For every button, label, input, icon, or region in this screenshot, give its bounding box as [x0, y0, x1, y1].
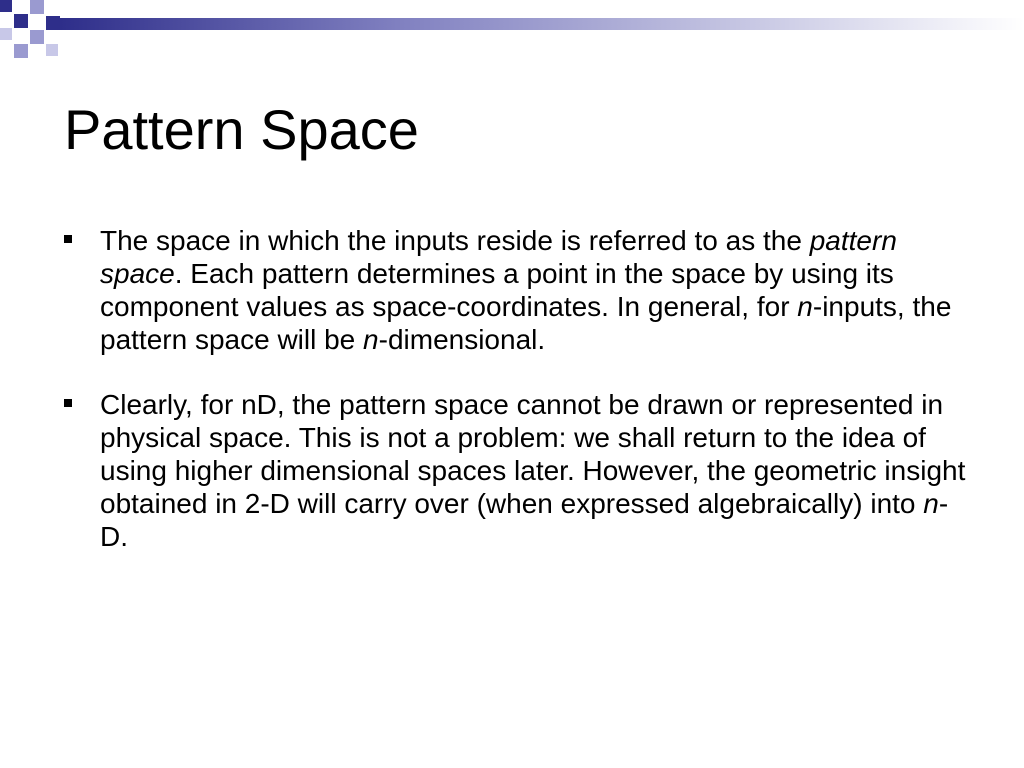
bullet-item	[64, 388, 974, 553]
bullet-item	[64, 224, 974, 356]
bullet-text-run: -D.	[100, 488, 949, 552]
deco-square	[30, 30, 44, 44]
deco-square	[14, 14, 28, 28]
deco-square	[14, 44, 28, 58]
deco-square	[46, 16, 60, 30]
bullet-square-icon	[64, 399, 72, 407]
bullet-text-italic: pattern space	[100, 225, 897, 289]
bullet-text-run: . Each pattern determines a point in the space by using its component values as space-coordinates. In general, for	[100, 258, 894, 322]
deco-square	[0, 0, 12, 12]
bullet-text	[100, 225, 951, 355]
slide-title: Pattern Space	[64, 98, 419, 161]
bullet-text-italic: n	[923, 488, 939, 519]
bullet-text-run: -dimensional.	[378, 324, 546, 355]
bullet-text-run: -inputs, the pattern space will be	[100, 291, 952, 355]
bullet-square-icon	[64, 235, 72, 243]
bullet-text-italic: n	[363, 324, 379, 355]
header-gradient-bar	[60, 18, 1024, 30]
deco-square	[46, 44, 58, 56]
bullet-text-run: The space in which the inputs reside is referred to as the	[100, 225, 810, 256]
deco-square	[30, 0, 44, 14]
bullet-text-run: Clearly, for nD, the pattern space cannot be drawn or represented in physical space. This is not a problem: we shall return to the idea of using higher dimensional spaces later. However, the geometric insight obtained in 2-D will carry over (when expressed algebraically) into	[100, 389, 966, 519]
bullet-text	[100, 389, 965, 552]
header-decoration	[0, 0, 1024, 70]
deco-square	[0, 28, 12, 40]
bullet-list	[64, 224, 974, 585]
bullet-text-italic: n	[797, 291, 813, 322]
